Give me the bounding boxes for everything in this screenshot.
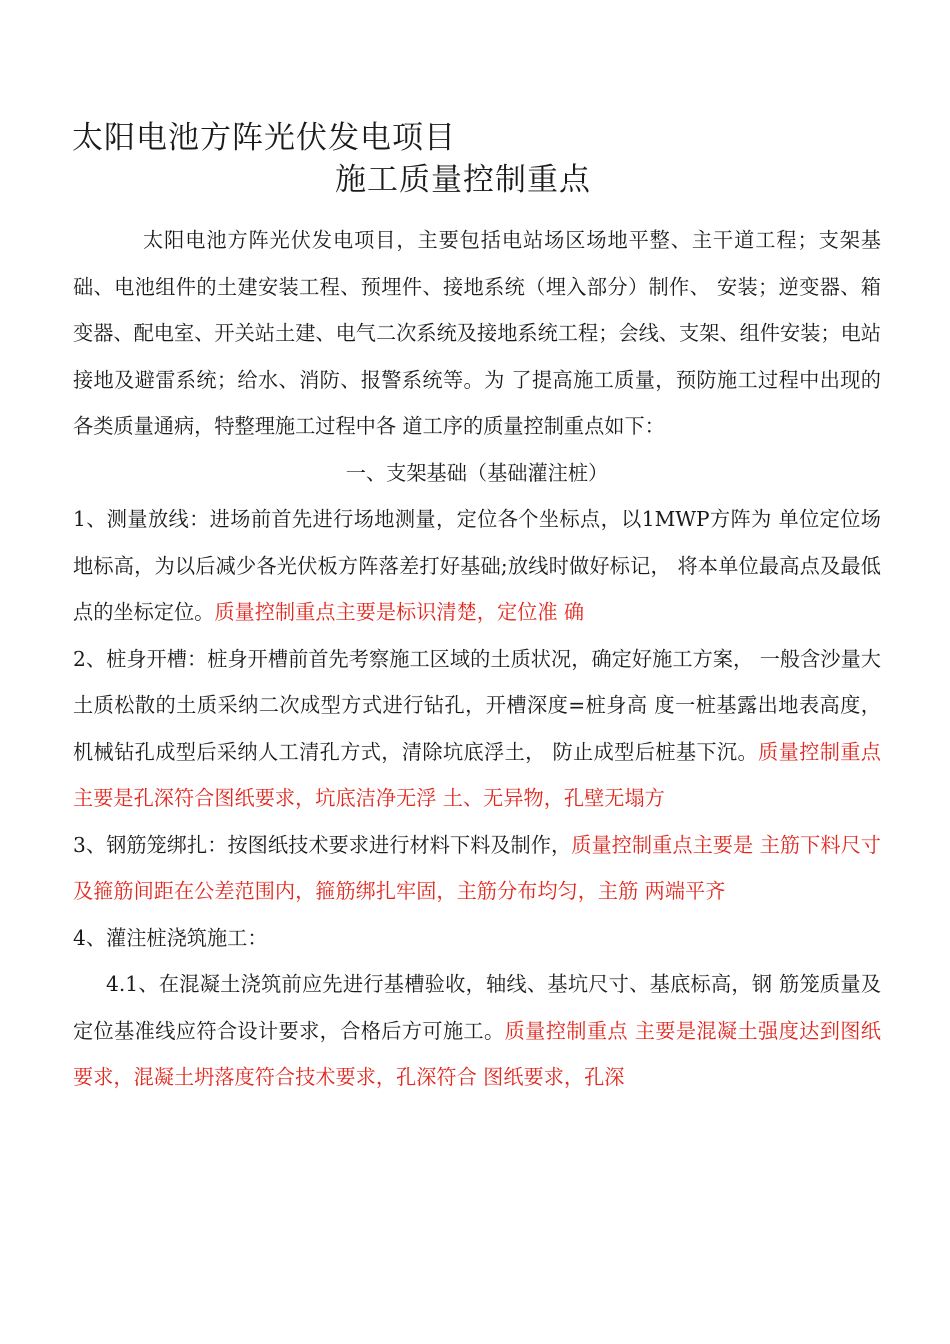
item-4-1-highlight: 质量控制重点 主要是混凝土强度达到图纸要求，混凝土坍落度符合技术要求，孔深符合 图纸要求，孔深: [73, 1018, 881, 1089]
item-3-highlight: 质量控制重点主要是 主筋下料尺寸及箍筋间距在公差范围内，箍筋绑扎牢固，主筋分布均匀，主筋 两端平齐: [73, 832, 881, 903]
document-body: [73, 217, 881, 1101]
document-title-line2: 施工质量控制重点: [335, 162, 591, 198]
intro-paragraph: 太阳电池方阵光伏发电项目，主要包括电站场区场地平整、主干道工程；支架基础、电池组件的土建安装工程、预埋件、接地系统（埋入部分）制作、 安装；逆变器、箱变器、配电室、开关站土建、电气二次系统及接地系统工程；会线、支架、组件安装；电站接地及避雷系统；给水、消防、报警系统等。为 了提高施工质量，预防施工过程中出现的各类质量通病，特整理施工过程中各 道工序的质量控制重点如下：: [73, 228, 881, 438]
document-title-line1: 太阳电池方阵光伏发电项目: [72, 120, 456, 156]
item-2-paragraph: [73, 636, 881, 822]
item-3-paragraph: [73, 822, 881, 915]
item-3-text: 3、钢筋笼绑扎：按图纸技术要求进行材料下料及制作，: [73, 832, 572, 857]
item-1-paragraph: [73, 496, 881, 636]
item-1-text: 1、测量放线：进场前首先进行场地测量，定位各个坐标点，以1MWP方阵为 单位定位场地标高，为以后减少各光伏板方阵落差打好基础;放线时做好标记， 将本单位最高点及最低点的坐标定位。: [73, 507, 881, 624]
item-4-heading: 4、灌注桩浇筑施工：: [73, 925, 268, 950]
item-4-1-paragraph: [73, 961, 881, 1101]
item-1-highlight: 质量控制重点主要是标识清楚，定位准 确: [214, 600, 585, 624]
section-heading: 一、支架基础（基础灌注桩）: [345, 460, 609, 485]
item-2-text: 2、桩身开槽：桩身开槽前首先考察施工区域的土质状况，确定好施工方案， 一般含沙量大土质松散的土质采纳二次成型方式进行钻孔，开槽深度=桩身高 度一桩基露出地表高度，机械钻孔成型后采纳人工清孔方式，清除坑底浮土， 防止成型后桩基下沉。: [73, 646, 881, 764]
item-2-highlight: 质量控制重点主要是孔深符合图纸要求，坑底洁净无浮 土、无异物，孔壁无塌方: [73, 739, 881, 810]
item-4-1-text: 4.1、在混凝土浇筑前应先进行基槽验收，轴线、基坑尺寸、基底标高，钢 筋笼质量及定位基准线应符合设计要求，合格后方可施工。: [73, 972, 881, 1043]
